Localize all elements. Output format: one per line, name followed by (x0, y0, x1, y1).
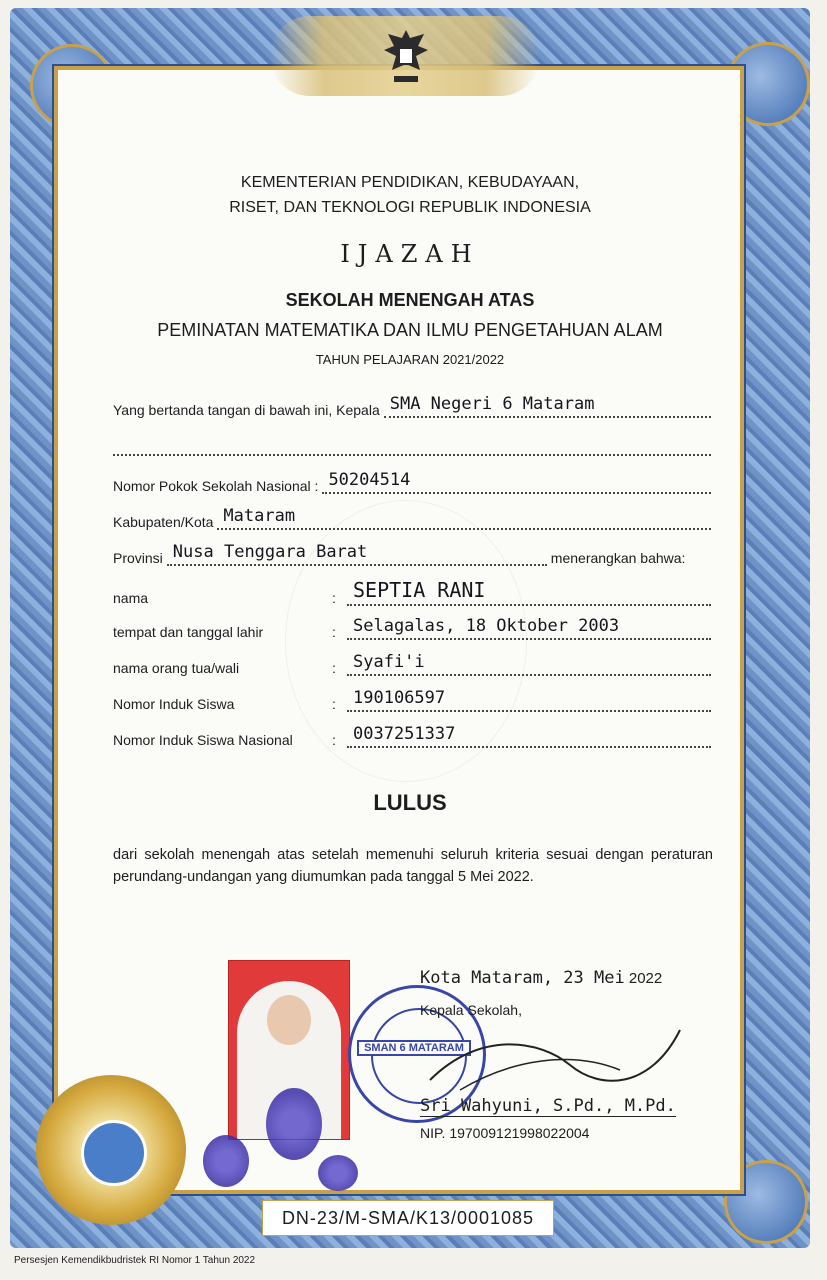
place-date (420, 968, 662, 988)
declares-label: menerangkan bahwa: (550, 550, 686, 566)
signer-role: Kepala Sekolah, (420, 1002, 522, 1018)
academic-year: TAHUN PELAJARAN 2021/2022 (315, 352, 505, 367)
tut-wuri-handayani-emblem-icon (36, 1075, 186, 1225)
intro-continuation-row (113, 436, 711, 456)
place-date-handwritten: Kota Mataram, 23 Mei (420, 968, 625, 988)
npsn-value: 50204514 (328, 470, 411, 490)
city-label: Kabupaten/Kota (113, 514, 214, 530)
stamp-label: SMAN 6 MATARAM (357, 1040, 471, 1056)
nis-row: Nomor Induk Siswa : 190106597 (113, 692, 711, 712)
document-title: IJAZAH (340, 240, 480, 268)
npsn-row (113, 470, 711, 494)
intro-row (113, 394, 711, 418)
fingerprint-1 (203, 1135, 249, 1187)
signature-scribble (420, 1010, 690, 1100)
parent-value: Syafi'i (353, 652, 425, 672)
birth-value: Selagalas, 18 Oktober 2003 (353, 616, 620, 636)
ministry-line-2: RISET, DAN TEKNOLOGI REPUBLIK INDONESIA (229, 199, 591, 216)
footer-note: Persesjen Kemendikbudristek RI Nomor 1 Tahun 2022 (14, 1255, 256, 1266)
intro-label: Yang bertanda tangan di bawah ini, Kepala (113, 402, 380, 418)
ministry-line-1: KEMENTERIAN PENDIDIKAN, KEBUDAYAAN, (240, 174, 580, 191)
garuda-emblem-icon (380, 26, 432, 88)
nis-label: Nomor Induk Siswa (113, 696, 235, 712)
city-value: Mataram (223, 506, 296, 526)
signer-name: Sri Wahyuni, S.Pd., M.Pd. (420, 1096, 676, 1116)
parent-label: nama orang tua/wali (113, 660, 240, 676)
student-name-row: nama : SEPTIA RANI (113, 586, 711, 606)
province-value: Nusa Tenggara Barat (172, 542, 368, 562)
nisn-label: Nomor Induk Siswa Nasional (113, 732, 293, 748)
signature-year: 2022 (628, 970, 663, 987)
parent-row: nama orang tua/wali : Syafi'i (113, 656, 711, 676)
birth-row: tempat dan tanggal lahir : Selagalas, 18 Oktober 2003 (113, 620, 711, 640)
school-name: SMA Negeri 6 Mataram (389, 394, 595, 414)
fingerprint-3 (318, 1155, 358, 1191)
npsn-label: Nomor Pokok Sekolah Nasional : (113, 478, 319, 494)
birth-label: tempat dan tanggal lahir (113, 624, 264, 640)
city-row (113, 506, 711, 530)
graduation-status: LULUS (373, 790, 447, 815)
province-label: Provinsi (113, 550, 163, 566)
serial-number: DN-23/M-SMA/K13/0001085 (262, 1200, 554, 1236)
province-row (113, 542, 711, 566)
nis-value: 190106597 (353, 688, 446, 708)
student-name: SEPTIA RANI (353, 578, 486, 602)
program: PEMINATAN MATEMATIKA DAN ILMU PENGETAHUAN ALAM (157, 320, 663, 340)
nisn-row: Nomor Induk Siswa Nasional : 0037251337 (113, 728, 711, 748)
school-level: SEKOLAH MENENGAH ATAS (285, 290, 535, 310)
signer-nip: NIP. 197009121998022004 (420, 1125, 590, 1141)
nisn-value: 0037251337 (353, 724, 456, 744)
graduation-statement: dari sekolah menengah atas setelah memenuhi seluruh kriteria sesuai dengan peraturan perundang-undangan yang diumumkan pada tanggal 5 Mei 2022. (113, 847, 713, 885)
name-label: nama (113, 590, 149, 606)
fingerprint-2 (266, 1088, 322, 1160)
